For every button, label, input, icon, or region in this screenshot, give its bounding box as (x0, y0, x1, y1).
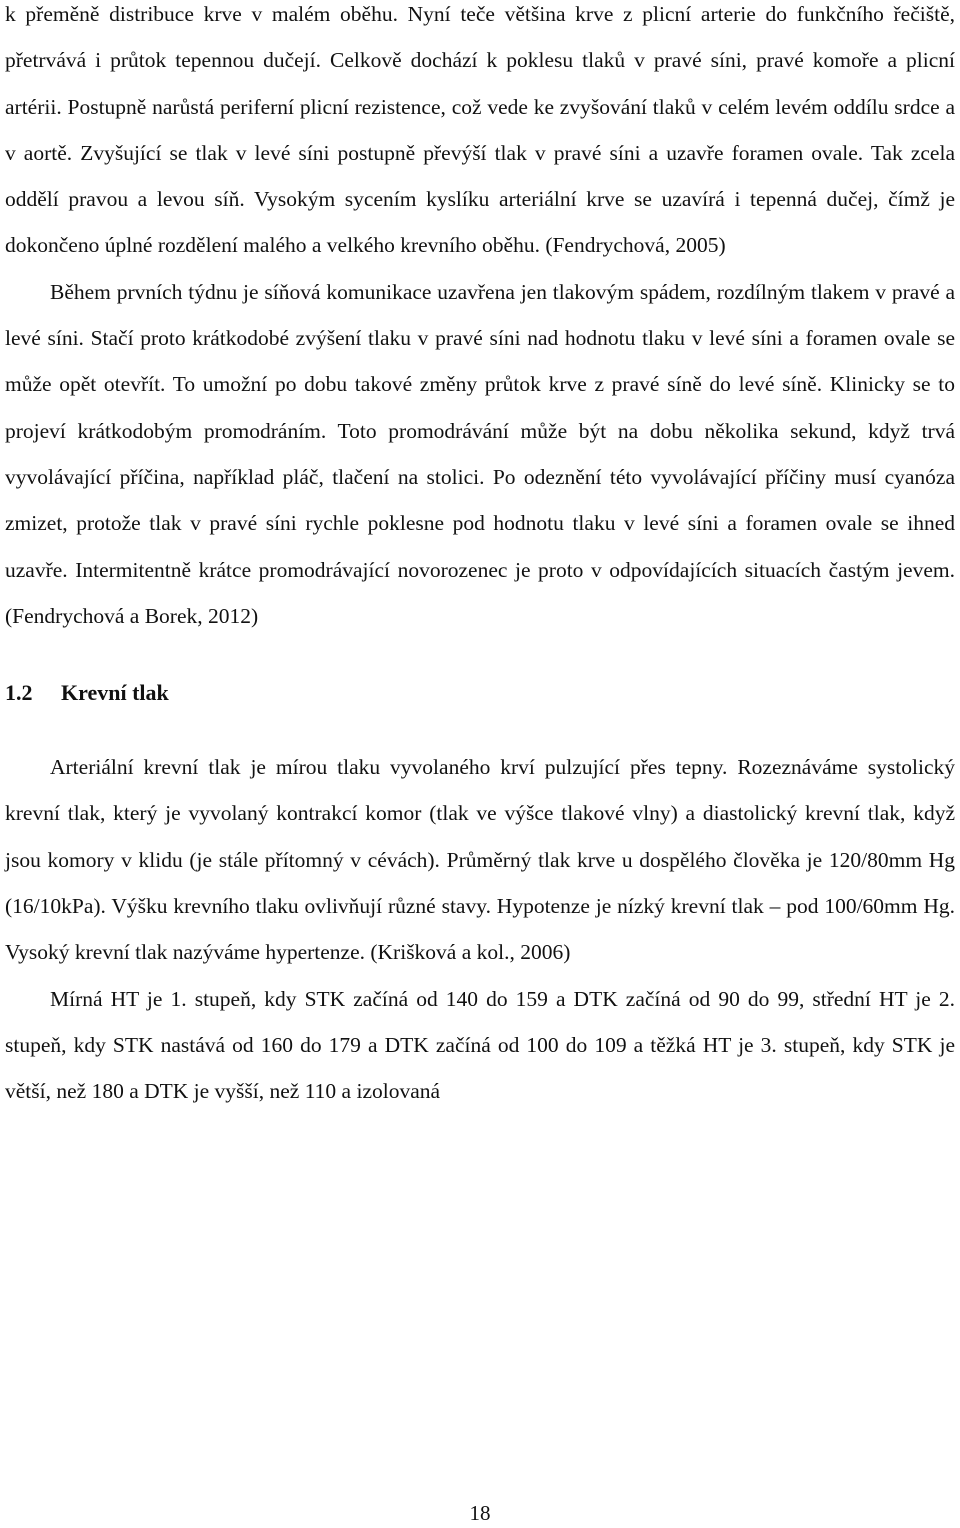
page-number: 18 (469, 1501, 491, 1525)
section-number: 1.2 (5, 680, 33, 706)
paragraph-fetal-circulation-transition: k přeměně distribuce krve v malém oběhu. Nyní teče většina krve z plicní arterie do funkčního řečiště, přetrvává i průtok tepennou dučejí. Celkově dochází k poklesu tlaků v pravé síni, pravé komoře a plicní artérii. Postupně narůstá periferní plicní rezistence, což vede ke zvyšování tlaků v celém levém oddílu srdce a v aortě. Zvyšující se tlak v levé síni postupně převýší tlak v pravé síni a uzavře foramen ovale. Tak zcela oddělí pravou a levou síň. Vysokým sycením kyslíku arteriální krve se uzavírá i tepenná dučej, čímž je dokončeno úplné rozdělení malého a velkého krevního oběhu. (Fendrychová, 2005) (5, 2, 955, 258)
document-page (5, 0, 955, 1115)
section-title: Krevní tlak (61, 680, 169, 706)
paragraph-blood-pressure-definition: Arteriální krevní tlak je mírou tlaku vyvolaného krví pulzující přes tepny. Rozeznáváme systolický krevní tlak, který je vyvolaný kontrakcí komor (tlak ve výšce tlakové vlny) a diastolický krevní tlak, když jsou komory v klidu (je stále přítomný v cévách). Průměrný tlak krve u dospělého člověka je 120/80mm Hg (16/10kPa). Výšku krevního tlaku ovlivňují různé stavy. Hypotenze je nízký krevní tlak – pod 100/60mm Hg. Vysoký krevní tlak nazýváme hypertenze. (Krišková a kol., 2006) (5, 755, 955, 965)
section-heading (5, 670, 955, 716)
paragraph-foramen-ovale: Během prvních týdnu je síňová komunikace uzavřena jen tlakovým spádem, rozdílným tlakem v pravé a levé síni. Stačí proto krátkodobé zvýšení tlaku v pravé síni nad hodnotu tlaku v levé síni a foramen ovale se může opět otevřít. To umožní po dobu takové změny průtok krve z pravé síně do levé síně. Klinicky se to projeví krátkodobým promodráním. Toto promodrávání může být na dobu několika sekund, když trvá vyvolávající příčina, například pláč, tlačení na stolici. Po odeznění této vyvolávající příčiny musí cyanóza zmizet, protože tlak v pravé síni rychle poklesne pod hodnotu tlaku v levé síni a foramen ovale se ihned uzavře. Intermitentně krátce promodrávající novorozenec je proto v odpovídajících situacích častým jevem. (Fendrychová a Borek, 2012) (5, 279, 955, 628)
paragraph-hypertension-grades: Mírná HT je 1. stupeň, kdy STK začíná od 140 do 159 a DTK začíná od 90 do 99, střední HT je 2. stupeň, kdy STK nastává od 160 do 179 a DTK začíná od 100 do 109 a těžká HT je 3. stupeň, kdy STK je větší, než 180 a DTK je vyšší, než 110 a izolovaná (5, 986, 955, 1104)
